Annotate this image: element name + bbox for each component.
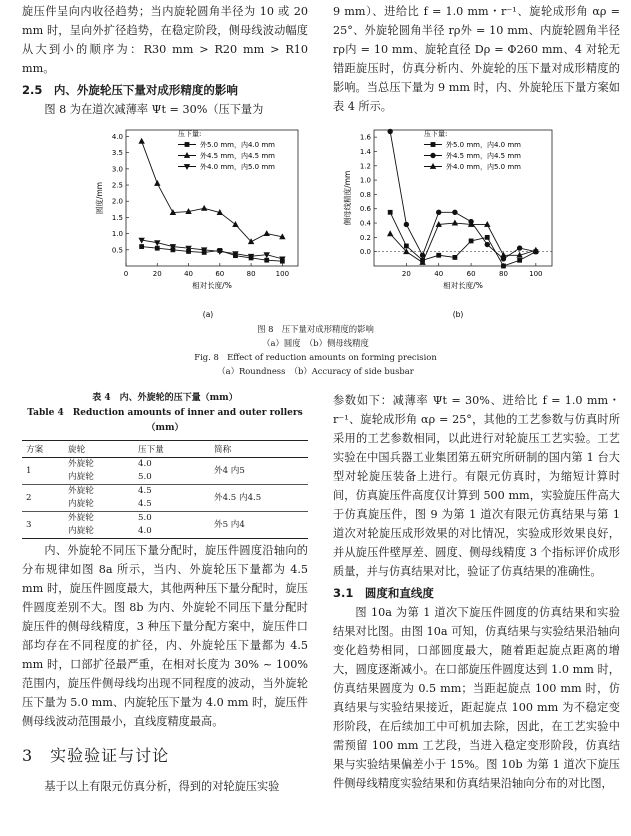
panel-label: (a) (202, 310, 214, 319)
panel-label: (b) (452, 310, 464, 319)
data-point (518, 258, 522, 262)
x-tick-label: 20 (152, 270, 162, 278)
y-tick-label: 4.0 (111, 132, 123, 141)
table-cell-abbr: 外5 内4 (210, 512, 308, 539)
x-tick-label: 80 (246, 270, 256, 278)
data-point (501, 264, 505, 268)
figure-8b-busbar-chart (330, 122, 560, 322)
y-tick-label: 0.2 (359, 233, 371, 242)
data-point (485, 235, 489, 239)
legend-label: 外4.0 mm，内5.0 mm (200, 163, 275, 171)
data-point (453, 255, 457, 259)
data-point (155, 181, 160, 186)
section-3-title: 3 实验验证与讨论 (22, 746, 170, 765)
table-row (22, 458, 308, 472)
data-point (264, 231, 269, 236)
y-tick-label: 2.0 (111, 197, 123, 206)
figure-8a-roundness-chart (80, 122, 310, 322)
data-point (485, 242, 490, 247)
y-tick-label: 2.5 (111, 181, 123, 190)
table-cell-roller: 外旋轮 (64, 512, 134, 526)
y-tick-label: 3.5 (111, 149, 123, 158)
paragraph-2-5-start: 图 8 为在道次减薄率 Ψt = 30%（压下量为 (44, 103, 264, 116)
table-cell-value: 4.0 (138, 459, 152, 469)
series-line (390, 212, 536, 266)
table-header-cell: 旋轮 (64, 441, 134, 458)
y-axis-label: 圆度/mm (95, 181, 104, 215)
table-4-title-en: Table 4 Reduction amounts of inner and outer rollers（mm） (27, 408, 303, 433)
data-point (437, 253, 441, 257)
section-2-5-title: 2.5 内、外旋轮压下量对成形精度的影响 (22, 83, 238, 97)
table-cell-roller: 外旋轮 (68, 459, 94, 469)
left-column-top (22, 2, 308, 119)
data-point (452, 220, 457, 225)
data-point (233, 222, 238, 227)
table-cell-abbr: 外4 内5 (214, 465, 245, 476)
table-4-block (22, 391, 308, 539)
series-line (390, 131, 536, 258)
data-point (431, 142, 435, 146)
x-tick-label: 40 (184, 270, 194, 278)
x-tick-label: 60 (215, 270, 225, 278)
x-tick-label: 0 (123, 270, 129, 278)
table-header-cell: 压下量 (134, 441, 210, 458)
table-cell-value: 5.0 (134, 512, 210, 526)
y-tick-label: 0.8 (359, 190, 371, 199)
data-point (265, 258, 269, 262)
table-4 (22, 440, 308, 539)
y-tick-label: 1.4 (359, 147, 371, 156)
table-cell-value: 4.5 (138, 499, 152, 509)
data-point (388, 210, 392, 214)
legend-title: 压下量: (178, 130, 202, 138)
legend-title: 压下量: (424, 130, 448, 138)
figure-8-caption-en: Fig. 8 Effect of reduction amounts on forming precision (194, 352, 437, 362)
series-line (142, 247, 283, 262)
series-line (142, 240, 283, 259)
data-point (404, 244, 408, 248)
section-3-1-title: 3.1 圆度和直线度 (333, 586, 434, 600)
x-tick-label: 40 (434, 270, 444, 278)
y-tick-label: 1.2 (359, 162, 371, 171)
figure-8-sub-cn: （a）圆度 （b）侧母线精度 (262, 338, 369, 348)
y-tick-label: 0.6 (359, 205, 371, 214)
y-tick-label: 1.5 (111, 213, 123, 222)
x-tick-label: 80 (498, 270, 508, 278)
legend-label: 外5.0 mm，内4.0 mm (200, 141, 275, 149)
data-point (201, 205, 206, 210)
y-tick-label: 0.5 (111, 246, 123, 255)
legend-label: 外4.0 mm，内5.0 mm (446, 163, 521, 171)
table-cell-value: 4.5 (134, 485, 210, 499)
paragraph-right-top: 9 mm）、进给比 f = 1.0 mm・r⁻¹、旋轮成形角 αρ = 25°、外旋轮圆角半径 rρ外 = 10 mm、内旋轮圆角半径 rρ内 = 10 mm、旋轮直径 Dρ = Φ260 mm、4 对轮无错距旋压时，仿真分析内、外旋轮的压下量对成形精度的影响。当总压下量为 9 mm 时，内、外旋轮压下量方案如表 4 所示。 (333, 5, 620, 113)
table-cell-abbr: 外4.5 内4.5 (210, 485, 308, 512)
data-point (431, 153, 436, 158)
table-row (22, 485, 308, 499)
data-point (185, 142, 189, 146)
data-point (387, 231, 392, 236)
x-tick-label: 60 (466, 270, 476, 278)
x-tick-label: 100 (275, 270, 290, 278)
data-point (453, 210, 458, 215)
table-cell-scheme: 3 (22, 512, 64, 539)
y-axis-label: 侧母线精度/mm (343, 170, 352, 226)
data-point (420, 253, 425, 258)
y-tick-label: 0.0 (359, 248, 371, 257)
data-point (517, 246, 522, 251)
table-4-title-cn: 表 4 内、外旋轮的压下量（mm） (92, 393, 238, 403)
x-axis-label: 相对长度/% (192, 281, 232, 290)
series-line (390, 223, 536, 262)
paragraph-right-bottom-2: 图 10a 为第 1 道次下旋压件圆度的仿真结果和实验结果对比图。由图 10a 可知，仿真结果与实验结果沿轴向变化趋势相同，口部圆度最大，随着距起旋点距离的增大，圆度逐渐减小。在口部旋压件圆度达到 1.0 mm 时，仿真结果圆度为 0.5 mm；当距起旋点 100 mm 时，仿真结果与实验结果接近，距起旋点 100 mm 为不稳定变形阶段，在后续加工中可机加去除，因此，在工艺实验中需预留 100 mm 工艺段，当进入稳定变形阶段，仿真结果与实验结果偏差小于 15%。图 10b 为第 1 道次下旋压件侧母线精度实验结果和仿真结果沿轴向分布的对比图， (333, 606, 620, 790)
paragraph-left-top: 旋压件呈向内收径趋势；当内旋轮圆角半径为 10 或 20 mm 时，呈向外扩径趋势，在稳定阶段，侧母线波动幅度从大到小的顺序为：R30 mm > R20 mm > R10 mm。 (22, 5, 308, 75)
data-point (469, 239, 473, 243)
y-tick-label: 3.0 (111, 165, 123, 174)
data-point (436, 210, 441, 215)
left-column-bottom (22, 541, 308, 796)
table-row (22, 512, 308, 526)
data-point (139, 138, 144, 143)
y-tick-label: 1.6 (359, 133, 371, 142)
data-point (155, 246, 159, 250)
data-point (404, 222, 409, 227)
x-tick-label: 100 (529, 270, 543, 278)
table-cell-value: 4.0 (134, 525, 210, 539)
data-point (140, 244, 144, 248)
paragraph-section-3: 基于以上有限元仿真分析，得到的对轮旋压实验 (44, 780, 280, 793)
table-cell-scheme: 2 (22, 485, 64, 512)
legend-label: 外4.5 mm，内4.5 mm (200, 152, 275, 160)
table-header-row (22, 441, 308, 458)
y-tick-label: 0.4 (359, 219, 371, 228)
legend-label: 外4.5 mm，内4.5 mm (446, 152, 521, 160)
table-header-cell: 简称 (210, 441, 308, 458)
table-cell-value: 5.0 (138, 472, 152, 482)
legend-label: 外5.0 mm，内4.0 mm (446, 141, 521, 149)
table-cell-roller: 内旋轮 (68, 499, 94, 509)
table-cell-roller: 外旋轮 (64, 485, 134, 499)
y-tick-label: 1.0 (111, 230, 123, 239)
y-tick-label: 1.0 (359, 176, 371, 185)
x-tick-label: 20 (401, 270, 411, 278)
plot-frame (126, 130, 298, 266)
table-header-cell: 方案 (22, 441, 64, 458)
table-cell-scheme: 1 (26, 465, 32, 476)
figure-8-caption-cn: 图 8 压下量对成形精度的影响 (257, 324, 374, 334)
x-axis-label: 相对长度/% (443, 281, 483, 290)
data-point (388, 129, 393, 134)
table-cell-roller: 内旋轮 (64, 525, 134, 539)
right-column-top (333, 2, 620, 116)
right-column-bottom (333, 391, 620, 793)
paragraph-left-bottom: 内、外旋轮不同压下量分配时，旋压件圆度沿轴向的分布规律如图 8a 所示，当内、外旋轮压下量都为 4.5 mm 时，旋压件圆度最大，其他两种压下量分配时，旋压件圆度差别不大。图 8b 为内、外旋轮不同压下量分配时旋压件的侧母线精度，3 种压下量分配方案中，旋压件口部均存在不同程度的扩径，内、外旋轮压下量都为 4.5 mm 时，口部扩径最严重，在相对长度为 30% ~ 100% 范围内，旋压件侧母线均出现不同程度的波动，当外旋轮压下量为 5.0 mm、内旋轮压下量为 4.0 mm 时，旋压件侧母线波动范围最小，直线度精度最高。 (22, 544, 308, 728)
paragraph-right-bottom-1: 参数如下：减薄率 Ψt = 30%、进给比 f = 1.0 mm・r⁻¹、旋轮成形角 αρ = 25°，其他的工艺参数与仿真时所采用的工艺参数相同，以此进行对轮旋压工艺实验。工艺实验在中国兵器工业集团第五研究所研制的国内第 1 台大型对轮旋压装备上进行。有限元仿真时，为缩短计算时间，仿真旋压件高度仅计算到 500 mm，实验旋压件高大于仿真旋压件，图 9 为第 1 道次有限元仿真结果与第 1 道次对轮旋压成形效果的对比情况，实验成形效果良好，并从旋压件壁厚差、圆度、侧母线精度 3 个指标评价成形质量，并与仿真结果对比，验证了仿真结果的准确性。 (333, 394, 620, 578)
figure-8-sub-en: （a）Roundness （b）Accuracy of side busbar (217, 366, 414, 376)
table-cell-roller: 内旋轮 (68, 472, 94, 482)
